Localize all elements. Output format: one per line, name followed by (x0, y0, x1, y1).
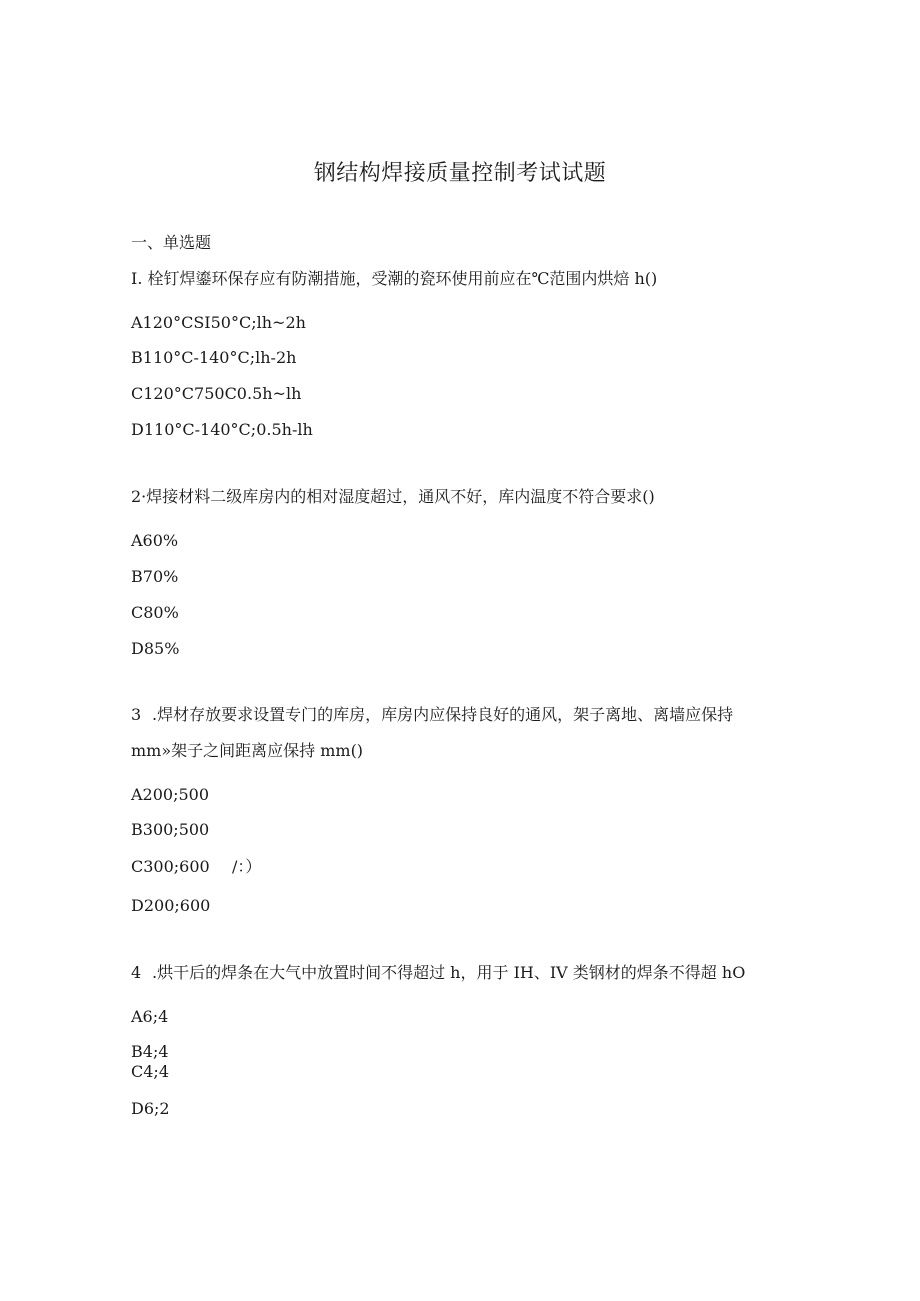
question-4-option-b: B4;4 (131, 1042, 169, 1061)
question-3-option-d: D200;600 (131, 896, 211, 915)
question-2-option-b: B70% (131, 567, 179, 586)
question-2-option-d: D85% (131, 639, 180, 658)
section-heading: 一、单选题 (131, 233, 212, 252)
question-3-stem-line-2: mm»架子之间距离应保持 mm() (131, 741, 364, 760)
question-4-option-d: D6;2 (131, 1099, 170, 1118)
question-2-stem: 2·焊接材料二级库房内的相对湿度超过，通风不好，库内温度不符合要求() (131, 487, 655, 506)
question-2-option-a: A60% (131, 531, 179, 550)
question-3-number: 3 (131, 705, 142, 724)
question-1-option-a: A120°CSI50°C;lh~2h (131, 313, 306, 332)
question-3-option-c: C300;600 (131, 857, 210, 876)
question-1-stem: I. 栓钉焊鎏环保存应有防潮措施，受潮的瓷环使用前应在℃范围内烘焙 h() (131, 269, 658, 288)
question-3-option-b: B300;500 (131, 820, 210, 839)
question-1-option-b: B110°C-140°C;lh-2h (131, 348, 297, 367)
question-1-option-d: D110°C-140°C;0.5h-lh (131, 420, 313, 439)
page-title: 钢结构焊接质量控制考试试题 (313, 161, 607, 186)
question-4-stem: .烘干后的焊条在大气中放置时间不得超过 h，用于 IH、IV 类钢材的焊条不得超 hO (152, 963, 746, 982)
question-4-number: 4 (131, 963, 142, 982)
question-3-stem-line-1: .焊材存放要求设置专门的库房，库房内应保持良好的通风，架子离地、离墙应保持 (152, 705, 734, 724)
question-4-option-a: A6;4 (131, 1007, 169, 1026)
question-3-stray-mark: /：） (232, 857, 262, 876)
question-4-option-c: C4;4 (131, 1062, 169, 1081)
question-3-option-a: A200;500 (131, 785, 210, 804)
question-2-option-c: C80% (131, 603, 179, 622)
question-1-option-c: C120°C750C0.5h~lh (131, 384, 302, 403)
